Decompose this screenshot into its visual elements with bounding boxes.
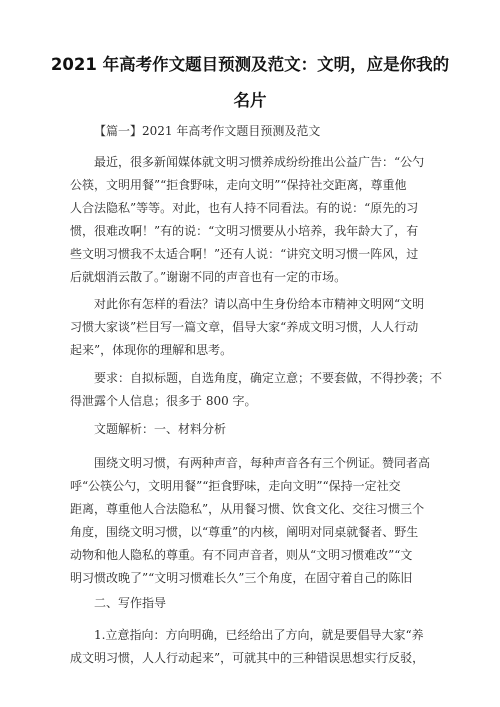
text-line: 明习惯改晚了”“文明习惯难长久”三个角度，在固守着自己的陈旧: [70, 571, 413, 585]
text-line: 后就烟消云散了。”谢谢不同的声音也有一定的市场。: [70, 270, 347, 284]
section-heading-article-one: [70, 120, 462, 143]
text-line: 呼“公筷公勺，文明用餐”“拒食野味，走向文明”“保持一定社交: [70, 479, 401, 493]
text-line: 公筷，文明用餐”“拒食野味，走向文明”“保持社交距离，尊重他: [70, 178, 407, 192]
text-line: 最近，很多新闻媒体就文明习惯养成纷纷推出公益广告：“公勺: [94, 155, 425, 169]
section-heading-analysis: [70, 418, 438, 441]
document-title-line-1: 2021 年高考作文题目预测及范文：文明，应是你我的: [50, 55, 450, 74]
section-heading-writing-guide: [70, 592, 438, 615]
text-line: 角度，围绕文明习惯，以“尊重”的内核，阐明对同桌就餐者、野生: [70, 525, 419, 539]
text-line: 得泄露个人信息；很多于 800 字。: [70, 394, 257, 408]
paragraph-material-analysis: [70, 452, 438, 590]
text-line: 距离，尊重他人合法隐私”，从用餐习惯、饮食文化、交往习惯三个: [70, 502, 425, 516]
text-line: 二、写作指导: [94, 596, 167, 610]
text-line: 成文明习惯，人人行动起来”，可就其中的三种错误思想实行反驳，: [70, 651, 425, 665]
document-title-line-2: 名片: [233, 91, 267, 110]
text-line: 习惯大家谈”栏目写一篇文章，倡导大家“养成文明习惯，人人行动: [70, 320, 419, 334]
text-line: 【篇一】2021 年高考作文题目预测及范文: [94, 124, 321, 138]
text-line: 些文明习惯我不太适合啊！”还有人说：“讲究文明习惯一阵风，过: [70, 247, 419, 261]
text-line: 对此你有怎样的看法？请以高中生身份给本市精神文明网“文明: [94, 297, 425, 311]
text-line: 起来”，体现你的理解和思考。: [70, 343, 233, 357]
text-line: 人合法隐私”等等。对此，也有人持不同看法。有的说：“原先的习: [70, 201, 419, 215]
paragraph-writing-guide: [70, 624, 438, 670]
paragraph-task: [70, 293, 438, 362]
paragraph-requirements: [70, 367, 443, 413]
paragraph-background: [70, 151, 438, 289]
text-line: 1.立意指向：方向明确，已经给出了方向，就是要倡导大家“养: [94, 628, 424, 642]
text-line: 动物和他人隐私的尊重。有不同声音者，则从“文明习惯难改”“文: [70, 548, 413, 562]
text-line: 文题解析：一、材料分析: [94, 422, 227, 436]
text-line: 要求：自拟标题，自选角度，确定立意；不要套做，不得抄袭；不: [94, 371, 443, 385]
text-line: 围绕文明习惯，有两种声音，每种声音各有三个例证。赞同者高: [94, 456, 431, 470]
text-line: 惯，很难改啊！”有的说：“文明习惯要从小培养，我年龄大了，有: [70, 224, 419, 238]
